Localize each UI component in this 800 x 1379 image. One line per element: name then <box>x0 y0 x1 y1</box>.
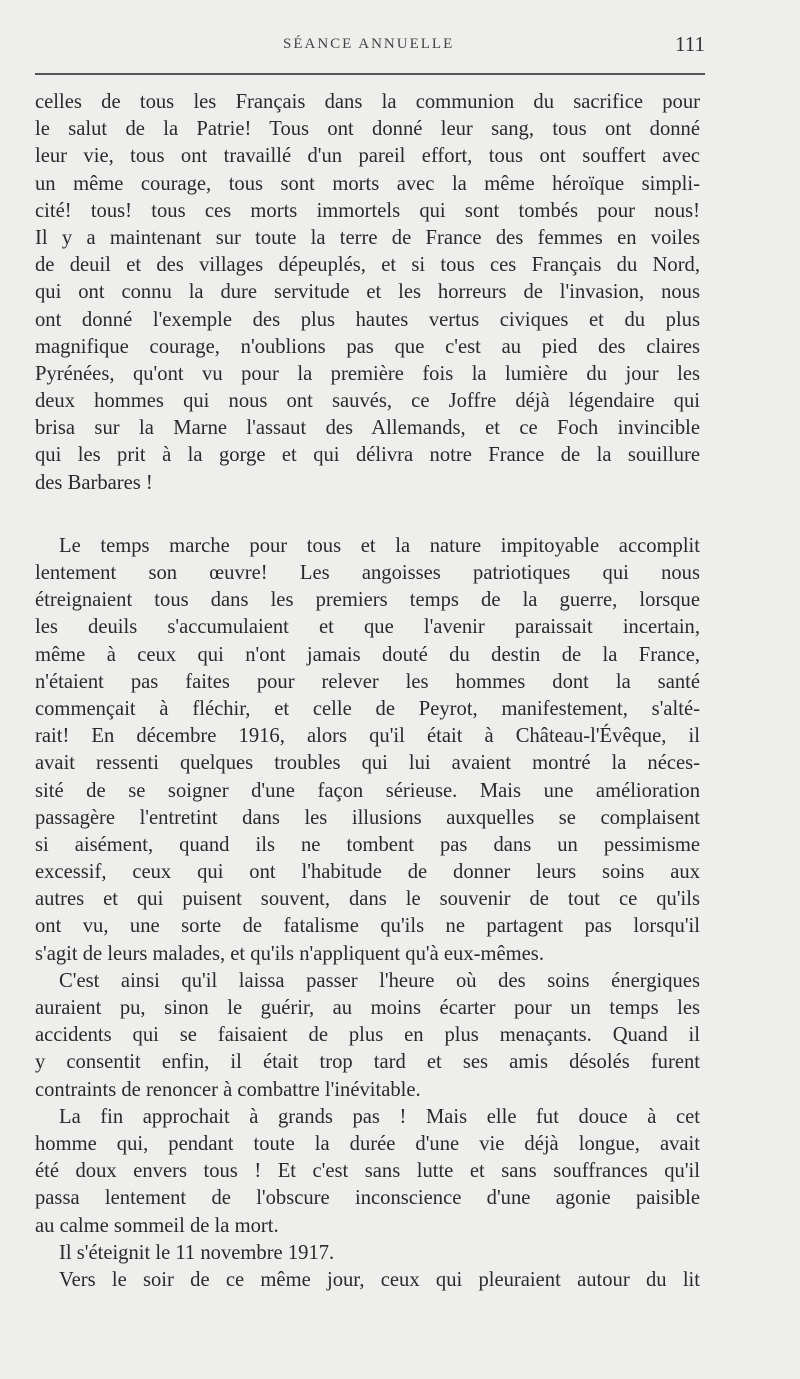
text-line: magnifique courage, n'oublions pas que c'est au pied des claires <box>35 335 700 358</box>
text-line: Pyrénées, qu'ont vu pour la première fois la lumière du jour les <box>35 362 700 385</box>
text-line: si aisément, quand ils ne tombent pas dans un pessimisme <box>35 833 700 856</box>
text-line: des Barbares ! <box>35 471 153 494</box>
text-line: rait! En décembre 1916, alors qu'il était à Château-l'Évêque, il <box>35 725 700 748</box>
text-line: excessif, ceux qui ont l'habitude de donner leurs soins aux <box>35 861 700 884</box>
paragraph <box>35 533 700 968</box>
paragraph <box>35 89 700 497</box>
text-line: s'agit de leurs malades, et qu'ils n'appliquent qu'à eux-mêmes. <box>35 942 544 965</box>
text-line: qui ont connu la dure servitude et les horreurs de l'invasion, nous <box>35 281 700 304</box>
text-line: passagère l'entretint dans les illusions auxquelles se complaisent <box>35 806 700 829</box>
paragraph-gap <box>35 497 700 533</box>
text-line: accidents qui se faisaient de plus en plus menaçants. Quand il <box>35 1024 700 1047</box>
text-line: ont donné l'exemple des plus hautes vertus civiques et du plus <box>35 308 700 331</box>
text-line: commençait à fléchir, et celle de Peyrot, manifestement, s'alté- <box>35 697 700 720</box>
text-line: Le temps marche pour tous et la nature impitoyable accomplit <box>59 534 700 557</box>
text-line: sité de se soigner d'une façon sérieuse. Mais une amélioration <box>35 779 700 802</box>
text-line: contraints de renoncer à combattre l'inévitable. <box>35 1078 421 1101</box>
page-header <box>35 32 705 66</box>
text-line: leur vie, tous ont travaillé d'un pareil effort, tous ont souffert avec <box>35 145 700 168</box>
text-line: y consentit enfin, il était trop tard et ses amis désolés furent <box>35 1051 700 1074</box>
text-line: C'est ainsi qu'il laissa passer l'heure où des soins énergiques <box>59 969 700 992</box>
text-line: au calme sommeil de la mort. <box>35 1214 279 1237</box>
text-line: brisa sur la Marne l'assaut des Allemands, et ce Foch invincible <box>35 417 700 440</box>
text-line: Il y a maintenant sur toute la terre de France des femmes en voiles <box>35 226 700 249</box>
text-line: étreignaient tous dans les premiers temps de la guerre, lorsque <box>35 589 700 612</box>
paragraph <box>35 1267 700 1294</box>
text-line: deux hommes qui nous ont sauvés, ce Joffre déjà légendaire qui <box>35 390 700 413</box>
body-text <box>35 89 700 1294</box>
running-head: SÉANCE ANNUELLE <box>283 36 455 52</box>
text-line: lentement son œuvre! Les angoisses patriotiques qui nous <box>35 562 700 584</box>
text-line: n'étaient pas faites pour relever les hommes dont la santé <box>35 670 700 693</box>
paragraph <box>35 1104 700 1240</box>
text-line: homme qui, pendant toute la durée d'une vie déjà longue, avait <box>35 1132 700 1155</box>
text-line: auraient pu, sinon le guérir, au moins écarter pour un temps les <box>35 997 700 1019</box>
text-line: passa lentement de l'obscure inconscience d'une agonie paisible <box>35 1187 700 1210</box>
text-line: ont vu, une sorte de fatalisme qu'ils ne partagent pas lorsqu'il <box>35 915 700 938</box>
text-line: autres et qui puisent souvent, dans le souvenir de tout ce qu'ils <box>35 888 700 911</box>
text-line: les deuils s'accumulaient et que l'avenir paraissait incertain, <box>35 616 700 639</box>
text-line: Vers le soir de ce même jour, ceux qui pleuraient autour du lit <box>59 1268 700 1291</box>
text-line: celles de tous les Français dans la communion du sacrifice pour <box>35 91 700 113</box>
text-line: qui les prit à la gorge et qui délivra notre France de la souillure <box>35 444 700 467</box>
text-line: La fin approchait à grands pas ! Mais elle fut douce à cet <box>59 1105 700 1128</box>
text-line: été doux envers tous ! Et c'est sans lutte et sans souffrances qu'il <box>35 1160 700 1183</box>
text-line: même à ceux qui n'ont jamais douté du destin de la France, <box>35 643 700 666</box>
paragraph <box>35 1240 700 1267</box>
text-line: avait ressenti quelques troubles qui lui avaient montré la néces- <box>35 752 700 775</box>
text-line: le salut de la Patrie! Tous ont donné leur sang, tous ont donné <box>35 118 700 141</box>
text-line: un même courage, tous sont morts avec la même héroïque simpli- <box>35 172 700 195</box>
text-line: de deuil et des villages dépeuplés, et si tous ces Français du Nord, <box>35 254 700 277</box>
text-line: Il s'éteignit le 11 novembre 1917. <box>59 1241 335 1264</box>
text-line: cité! tous! tous ces morts immortels qui sont tombés pour nous! <box>35 199 700 222</box>
header-rule <box>35 73 705 75</box>
paragraph <box>35 968 700 1104</box>
page-number: 111 <box>675 32 705 56</box>
